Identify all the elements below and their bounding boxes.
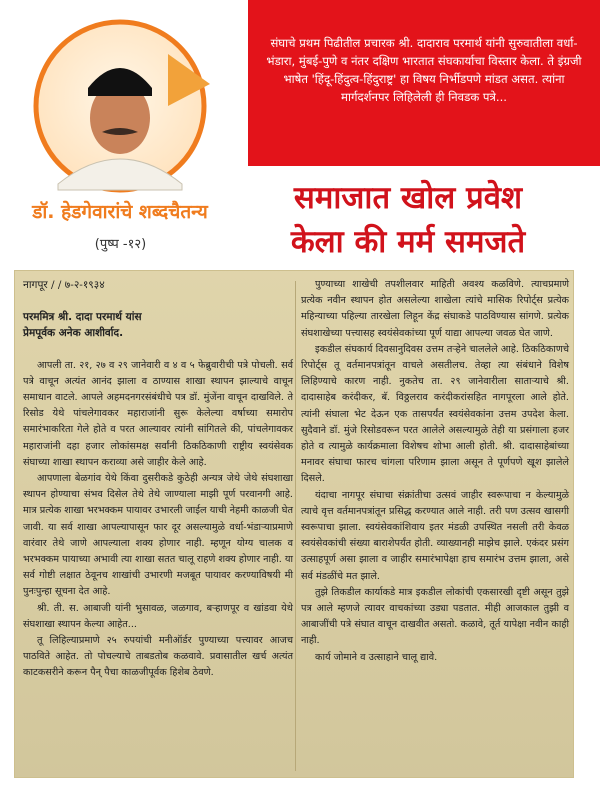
series-number: (पुष्प -१२): [94, 237, 147, 252]
headline-line-2: केला की मर्म समजते: [290, 224, 526, 260]
left-paragraph: तू लिहिल्याप्रमाणे २५ रुपयांची मनीऑर्डर पुण्याच्या पत्त्यावर आजच पाठविते आहेत. तो पोचल्याचे ताबडतोब कळवावे. प्रवासातील खर्च अत्यंत काटकसरीने करून पैन् पैचा काळजीपूर्वक हिशेब ठेवणे.: [23, 635, 293, 679]
portrait-logo: [18, 14, 223, 254]
right-paragraph: तुझे तिकडील कार्याकडे मात्र इकडील लोकांची एकसारखी दृष्टी असून तुझे पत्र आले म्हणजे त्यावर वाचकांच्या उड्या पडतात. मीही आजकाल तुझी व आबाजींची पत्रे संघात वाचून दाखवीत असतो. कळावे, तूर्त यापेक्षा नवीन काही नाही.: [301, 586, 569, 647]
headline: [238, 176, 578, 264]
left-paragraph: आपली ता. २१, २७ व २९ जानेवारी व ४ व ५ फेब्रुवारीची पत्रे पोचली. सर्व पत्रे वाचून अत्यंत आनंद झाला व ठाण्यास शाखा स्थापन झाल्याचे वाचून समाधान वाटले. आपले अहमदनगरसंबंधीचे पत्र डॉ. मुंजेंना वाचून दाखविले. ते रिसोड येथे पांचलेगावकर महाराजांनी सुरू केलेल्या वर्षाच्या समारोप समारंभाकरिता गेले होते व परत आल्यावर त्यांनी सांगितले की, पांचलेगावकर महाराजांनी दहा हजार लोकांसमक्ष सर्वांनी ठिकठिकाणी राष्ट्रीय स्वयंसेवक संघाच्या शाखा स्थापन कराव्या असे जाहीर केले आहे.: [23, 359, 293, 468]
salutation-line-2: प्रेमपूर्वक अनेक आशीर्वाद.: [23, 327, 124, 340]
letter-right-column: [301, 277, 569, 666]
salutation-line-1: परममित्र श्री. दादा परमार्थ यांस: [23, 311, 142, 324]
letter-left-column: [23, 277, 293, 682]
left-paragraph: श्री. ती. स. आबाजी यांनी भुसावळ, जळगाव, बऱ्हाणपूर व खांडवा येथे संघशाखा स्थापन केल्या आहेत...: [23, 602, 293, 630]
left-paragraph: आपणाला बेळगांव येथे किंवा दुसरीकडे कुठेही अन्यत्र जेथे जेथे संघशाखा स्थापन होण्याचा संभव दिसेल तेथे तेथे जाण्याला माझी पूर्ण परवानगी आहे. मात्र प्रत्येक शाखा भरभक्कम पायावर उभारली जाईल याची नेहमी काळजी घेत जावी. या सर्व शाखा आपल्यापासून फार दूर असल्यामुळे वर्धा-भंडाऱ्याप्रमाणे वारंवार तेथे जाणे आपल्याला शक्य होणार नाही. म्हणून योग्य चालक व भरभक्कम पायाच्या अभावी त्या शाखा सतत चालू राहणे शक्य होणार नाही. या सर्व गोष्टी लक्षात ठेवूनच शाखांची उभारणी मजबूत पायावर करण्याविषयी मी पुनःपुन्हा सूचना देत आहे.: [23, 473, 293, 598]
right-paragraph: पुण्याच्या शाखेची तपशीलवार माहिती अवश्य कळविणे. त्याचप्रमाणे प्रत्येक नवीन स्थापन होत असलेल्या शाखेला त्यांचे मासिक रिपोर्ट्स प्रत्येक महिन्याच्या पहिल्या तारखेला लिहून केंद्र संघाकडे पाठविण्यास सांगणे. प्रत्येक संघशाखेच्या पत्त्यासह स्वयंसेवकांच्या पूर्ण याद्या आपल्या जवळ घेत जाणे.: [301, 279, 569, 339]
arc-title: [18, 190, 223, 230]
arc-title-text: डॉ. हेडगेवारांचे शब्दचैतन्य: [32, 201, 208, 223]
right-paragraph: कार्य जोमाने व उत्साहाने चालू द्यावे.: [315, 651, 438, 663]
intro-text: संघाचे प्रथम पिढीतील प्रचारक श्री. दादाराव परमार्थ यांनी सुरुवातीला वर्धा-भंडारा, मुंबई-पुणे व नंतर दक्षिण भारतात संघकार्याचा विस्तार केला. ते इंग्रजी भाषेत 'हिंदू-हिंदुत्व-हिंदुराष्ट्र' हा विषय निर्भीडपणे मांडत असत. त्यांना मार्गदर्शनपर लिहिलेली ही निवडक पत्रे...: [266, 36, 582, 104]
intro-box: [248, 0, 600, 166]
column-divider: [295, 281, 296, 771]
right-paragraph: यंदाचा नागपूर संघाचा संक्रांतीचा उत्सवं जाहीर स्वरूपाचा न केल्यामुळे त्याचे वृत्त वर्तमानपत्रांतून प्रसिद्ध करण्यात आले नाही. तरी पण उत्सव खासगी स्वरूपाचा झाला. स्वयंसेवकांशिवाय इतर मंडळी उपस्थित नसली तरी केवळ स्वयंसेवकांची संख्या बाराशेपर्यंत होती. व्याख्यानही माझेच झाले. एकंदर प्रसंग उत्साहपूर्ण असा झाला व जाहीर समारंभापेक्षा हाच समारंभ उत्तम झाला, असे सर्व मंडळींचे मत झाले.: [301, 489, 569, 582]
letter-scan: [14, 270, 574, 778]
headline-line-1: समाजात खोल प्रवेश: [293, 180, 523, 216]
letter-date: नागपूर / / ७-२-१९३४: [23, 279, 105, 291]
right-paragraph: इकडील संघकार्य दिवसानुदिवस उत्तम तऱ्हेने चाललेले आहे. ठिकठिकाणचे रिपोर्ट्स तू वर्तमानपत्रांतून वाचले असतीलच. तेव्हा त्या संबंधाने विशेष लिहिण्याचे कारण नाही. नुकतेच ता. २९ जानेवारीला साताऱ्याचे श्री. दादासाहेब करंदीकर, बॅ. विठ्ठलराव करंदीकरांसहित नागपूरला आले होते. त्यांनी संघाला भेट देऊन एक तासपर्यंत स्वयंसेवकांना उत्तम उपदेश केला. सुदैवाने डॉ. मुंजे रिसोडवरून परत आलेले असल्यामुळे तेही या प्रसंगाला हजर होते व त्यामुळे कार्यक्रमाला विशेषच शोभा आली होती. श्री. दादासाहेबांच्या मनावर संघाचा फारच चांगला परिणाम झाला असून ते पूर्णपणे खूश झालेले दिसले.: [301, 343, 569, 485]
